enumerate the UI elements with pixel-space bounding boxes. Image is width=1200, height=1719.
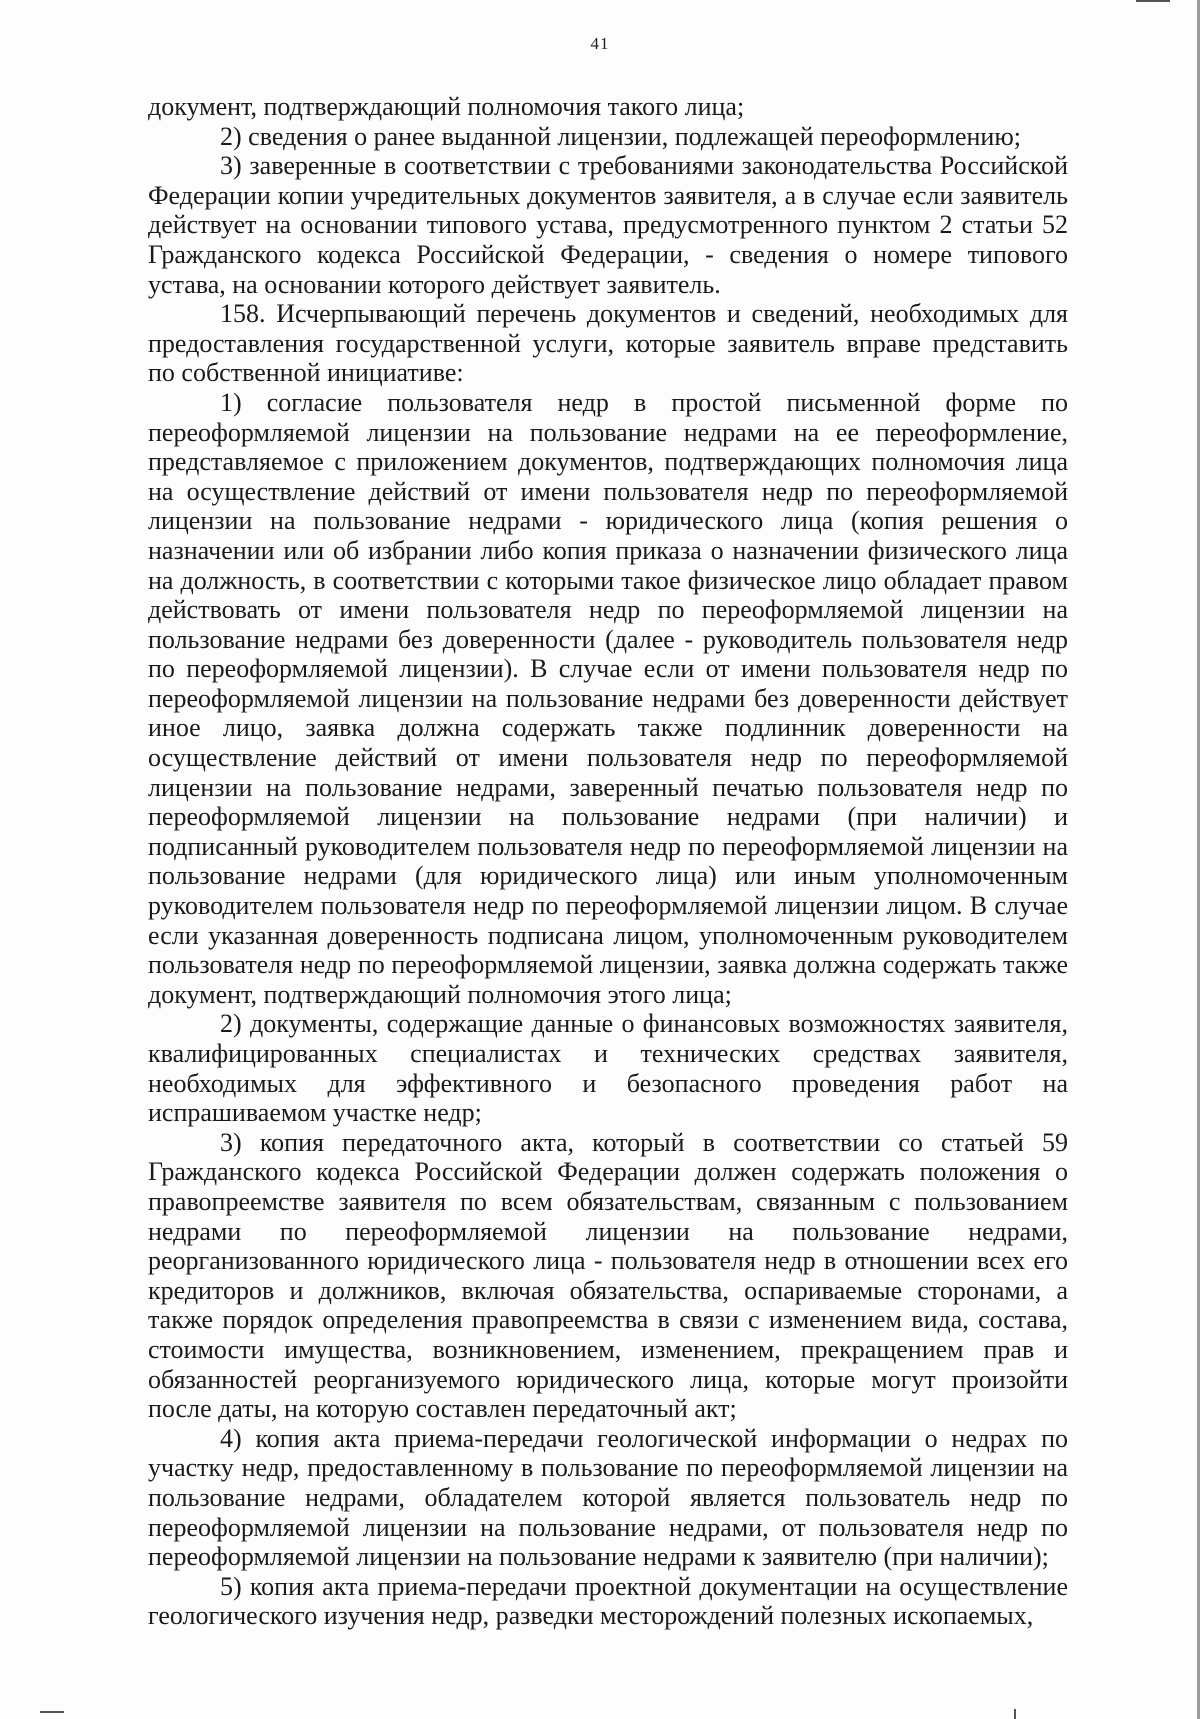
paragraph-158-document-list: 158. Исчерпывающий перечень документов и сведений, необходимых для предоставления государственной услуги, которые заявитель вправе представить по собственной инициативе: (148, 299, 1068, 388)
scan-artifact-bottom-left (40, 1711, 64, 1713)
document-body (148, 92, 1068, 1631)
paragraph-continuation: документ, подтверждающий полномочия такого лица; (148, 92, 745, 121)
scan-artifact-top (1136, 0, 1170, 2)
scan-artifact-bottom-tick (1014, 1709, 1016, 1719)
paragraph-item-4-geological-info: 4) копия акта приема-передачи геологической информации о недрах по участку недр, предоставленному в пользование по переоформляемой лицензии на пользование недрами, обладателем которой является пользователь недр по переоформляемой лицензии на пользование недрами, от пользователя недр по переоформляемой лицензии на пользование недрами к заявителю (при наличии); (148, 1423, 1068, 1572)
paragraph-item-1-consent: 1) согласие пользователя недр в простой письменной форме по переоформляемой лицензии на пользование недрами на ее переоформление, представляемое с приложением документов, подтверждающих полномочия лица на осуществление действий от имени пользователя недр по переоформляемой лицензии на пользование недрами - юридического лица (копия решения о назначении или об избрании либо копия приказа о назначении физического лица на должность, в соответствии с которыми такое физическое лицо обладает правом действовать от имени пользователя недр по переоформляемой лицензии на пользование недрами без доверенности (далее - руководитель пользователя недр по переоформляемой лицензии). В случае если от имени пользователя недр по переоформляемой лицензии на пользование недрами без доверенности действует иное лицо, заявка должна содержать также подлинник доверенности на осуществление действий от имени пользователя недр по переоформляемой лицензии на пользование недрами, заверенный печатью пользователя недр по переоформляемой лицензии на пользование недрами (при наличии) и подписанный руководителем пользователя недр по переоформляемой лицензии на пользование недрами (для юридического лица) или иным уполномоченным руководителем пользователя недр по переоформляемой лицензии лицом. В случае если указанная доверенность подписана лицом, уполномоченным руководителем пользователя недр по переоформляемой лицензии, заявка должна содержать также документ, подтверждающий полномочия этого лица; (148, 387, 1068, 1009)
page-number: 41 (590, 34, 610, 53)
paragraph-item-2-license-info: 2) сведения о ранее выданной лицензии, подлежащей переоформлению; (220, 121, 1021, 151)
paragraph-item-5-project-documentation: 5) копия акта приема-передачи проектной документации на осуществление геологического изучения недр, разведки месторождений полезных ископаемых, (148, 1571, 1068, 1631)
paragraph-item-3-founding-documents: 3) заверенные в соответствии с требованиями законодательства Российской Федерации копии учредительных документов заявителя, а в случае если заявитель действует на основании типового устава, предусмотренного пунктом 2 статьи 52 Гражданского кодекса Российской Федерации, - сведения о номере типового устава, на основании которого действует заявитель. (148, 151, 1068, 299)
paragraph-item-3-transfer-act: 3) копия передаточного акта, который в соответствии со статьей 59 Гражданского кодекса Российской Федерации должен содержать положения о правопреемстве заявителя по всем обязательствам, связанным с пользованием недрами по переоформляемой лицензии на пользование недрами, реорганизованного юридического лица - пользователя недр в отношении всех его кредиторов и должников, включая обязательства, оспариваемые сторонами, а также порядок определения правопреемства в связи с изменением вида, состава, стоимости имущества, возникновением, изменением, прекращением прав и обязанностей реорганизуемого юридического лица, которые могут произойти после даты, на которую составлен передаточный акт; (148, 1127, 1068, 1424)
paragraph-item-2-financial-documents: 2) документы, содержащие данные о финансовых возможностях заявителя, квалифицированных специалистах и технических средствах заявителя, необходимых для эффективного и безопасного проведения работ на испрашиваемом участке недр; (148, 1009, 1068, 1128)
